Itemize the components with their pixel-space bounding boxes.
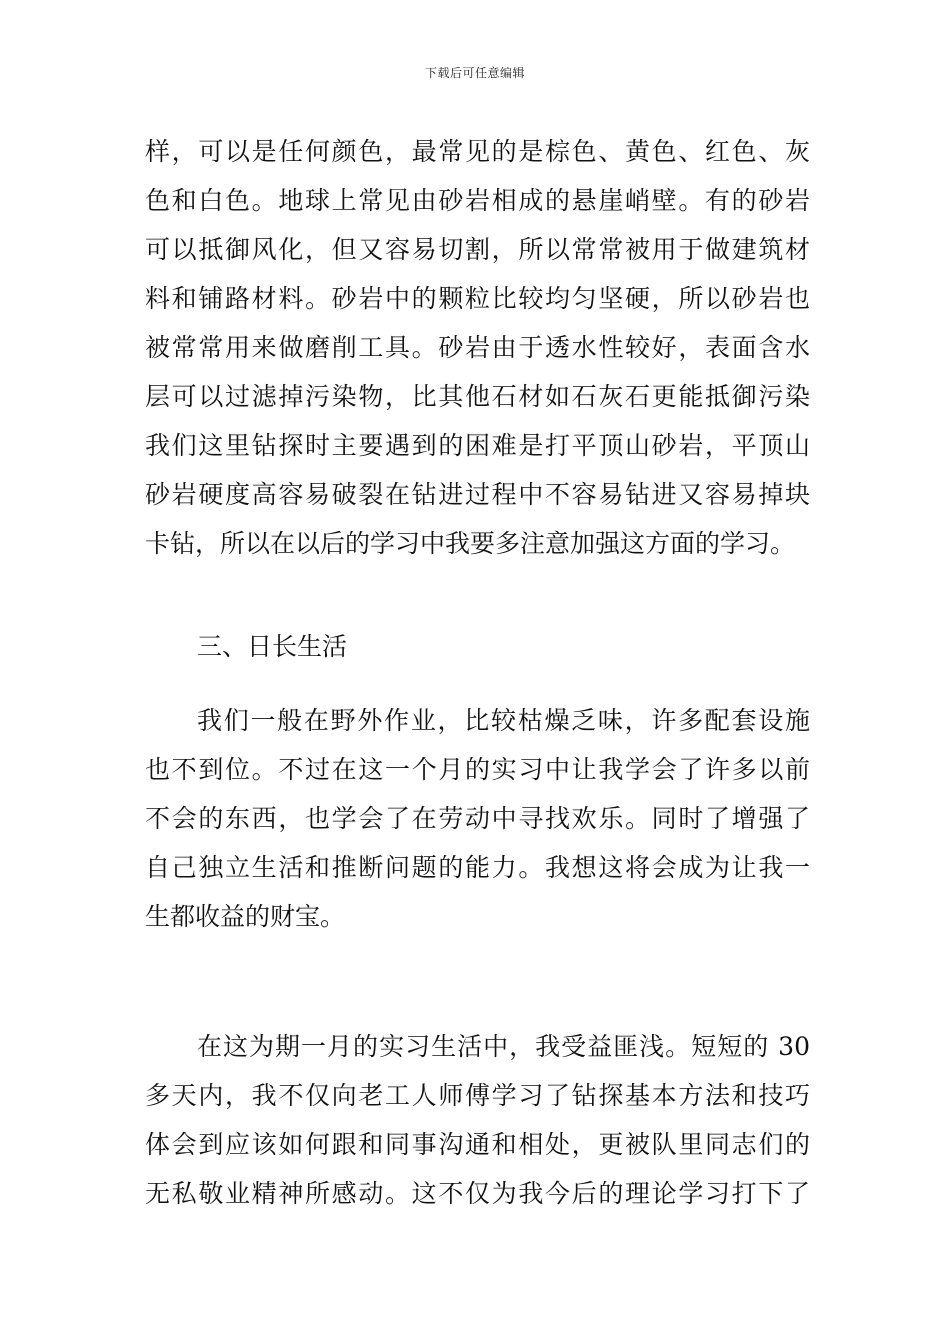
page-header: 下载后可任意编辑 xyxy=(424,66,525,80)
text-line: 样，可以是任何颜色，最常见的是棕色、黄色、红色、灰 xyxy=(145,137,810,166)
text-line: 在这为期一月的实习生活中，我受益匪浅。短短的 30 xyxy=(197,1032,810,1061)
text-line: 生都收益的财宝。 xyxy=(145,902,346,931)
text-line: 无私敬业精神所感动。这不仅为我今后的理论学习打下了 xyxy=(145,1179,810,1208)
text-line: 我们一般在野外作业，比较枯燥乏味，许多配套设施 xyxy=(197,706,810,735)
text-line: 体会到应该如何跟和同事沟通和相处，更被队里同志们的 xyxy=(145,1130,810,1159)
paragraph-daily-life xyxy=(145,696,810,941)
text-line: 被常常用来做磨削工具。砂岩由于透水性较好，表面含水 xyxy=(145,333,810,362)
text-line: 料和铺路材料。砂岩中的颗粒比较均匀坚硬，所以砂岩也 xyxy=(145,284,810,313)
text-line: 可以抵御风化，但又容易切割，所以常常被用于做建筑材 xyxy=(145,235,810,264)
text-line: 也不到位。不过在这一个月的实习中让我学会了许多以前 xyxy=(145,755,810,784)
text-line: 砂岩硬度高容易破裂在钻进过程中不容易钻进又容易掉块 xyxy=(145,480,810,509)
paragraph-summary xyxy=(145,1022,810,1218)
text-line: 自己独立生活和推断问题的能力。我想这将会成为让我一 xyxy=(145,853,810,882)
text-line: 不会的东西，也学会了在劳动中寻找欢乐。同时了增强了 xyxy=(145,804,810,833)
text-line: 色和白色。地球上常见由砂岩相成的悬崖峭壁。有的砂岩 xyxy=(145,186,810,215)
text-line: 卡钻，所以在以后的学习中我要多注意加强这方面的学习。 xyxy=(145,529,796,558)
paragraph-sandstone xyxy=(145,127,810,568)
section-heading: 三、日长生活 xyxy=(197,632,348,661)
text-line: 多天内，我不仅向老工人师傅学习了钻探基本方法和技巧 xyxy=(145,1081,810,1110)
text-line: 我们这里钻探时主要遇到的困难是打平顶山砂岩，平顶山 xyxy=(145,431,810,460)
text-line: 层可以过滤掉污染物，比其他石材如石灰石更能抵御污染 xyxy=(145,382,810,411)
